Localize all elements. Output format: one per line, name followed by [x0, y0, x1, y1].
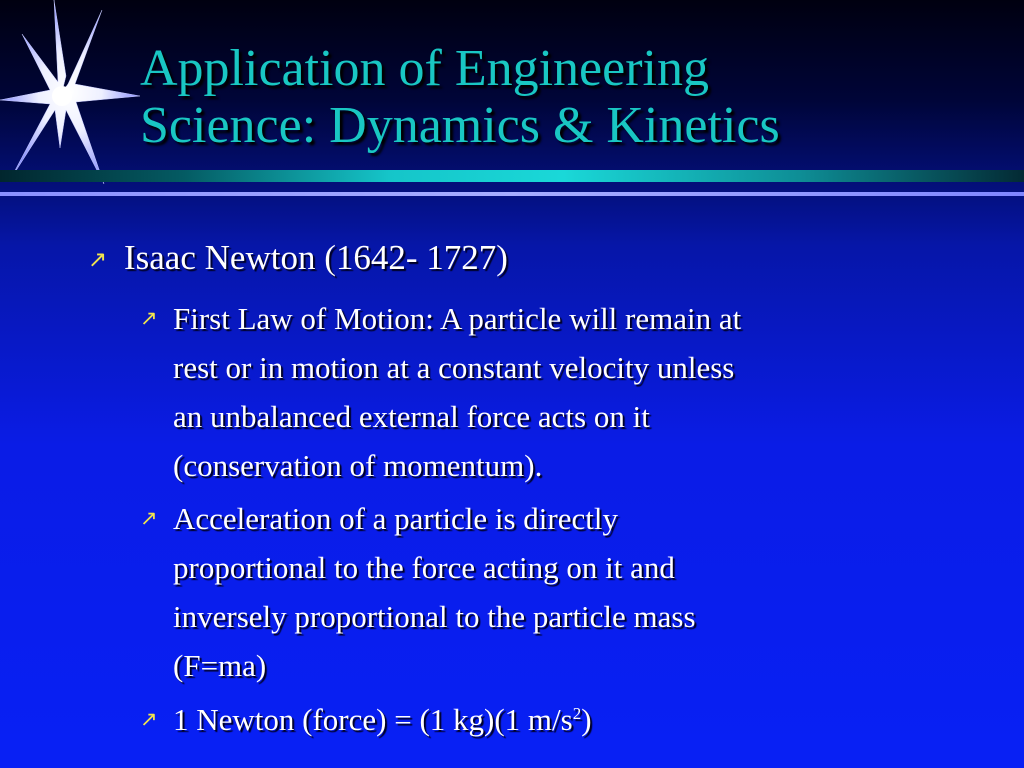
- north-east-arrow-icon: ↗: [88, 247, 108, 273]
- bullet-line: proportional to the force acting on it and: [173, 550, 675, 585]
- north-east-arrow-icon: ↗: [140, 306, 158, 330]
- bullet-level-2-newton-unit: [140, 695, 920, 744]
- slide-title-line-1: Application of Engineering: [140, 40, 709, 97]
- bullet-text: [173, 494, 913, 690]
- slide-title-line-2: Science: Dynamics & Kinetics: [140, 97, 780, 154]
- bullet-text: Isaac Newton (1642- 1727): [124, 238, 508, 277]
- bullet-line: (conservation of momentum).: [173, 448, 543, 483]
- north-east-arrow-icon: ↗: [140, 707, 158, 731]
- formula-text: 1 Newton (force) = (1 kg)(1 m/s: [173, 702, 573, 737]
- bullet-text: [173, 695, 913, 744]
- bullet-line: an unbalanced external force acts on it: [173, 399, 650, 434]
- bullet-text: [173, 294, 913, 490]
- bullet-level-2-first-law: [140, 294, 920, 490]
- bullet-level-2-acceleration: [140, 494, 920, 690]
- bullet-level-1-newton: [88, 238, 508, 280]
- bullet-line: Acceleration of a particle is directly: [173, 501, 618, 536]
- north-east-arrow-icon: ↗: [140, 506, 158, 530]
- formula-close: ): [581, 702, 592, 737]
- bullet-line: (F=ma): [173, 648, 267, 683]
- bullet-line: inversely proportional to the particle mass: [173, 599, 696, 634]
- bullet-line: First Law of Motion: A particle will remain at: [173, 301, 742, 336]
- bullet-line: rest or in motion at a constant velocity unless: [173, 350, 735, 385]
- superscript-two: 2: [572, 703, 582, 723]
